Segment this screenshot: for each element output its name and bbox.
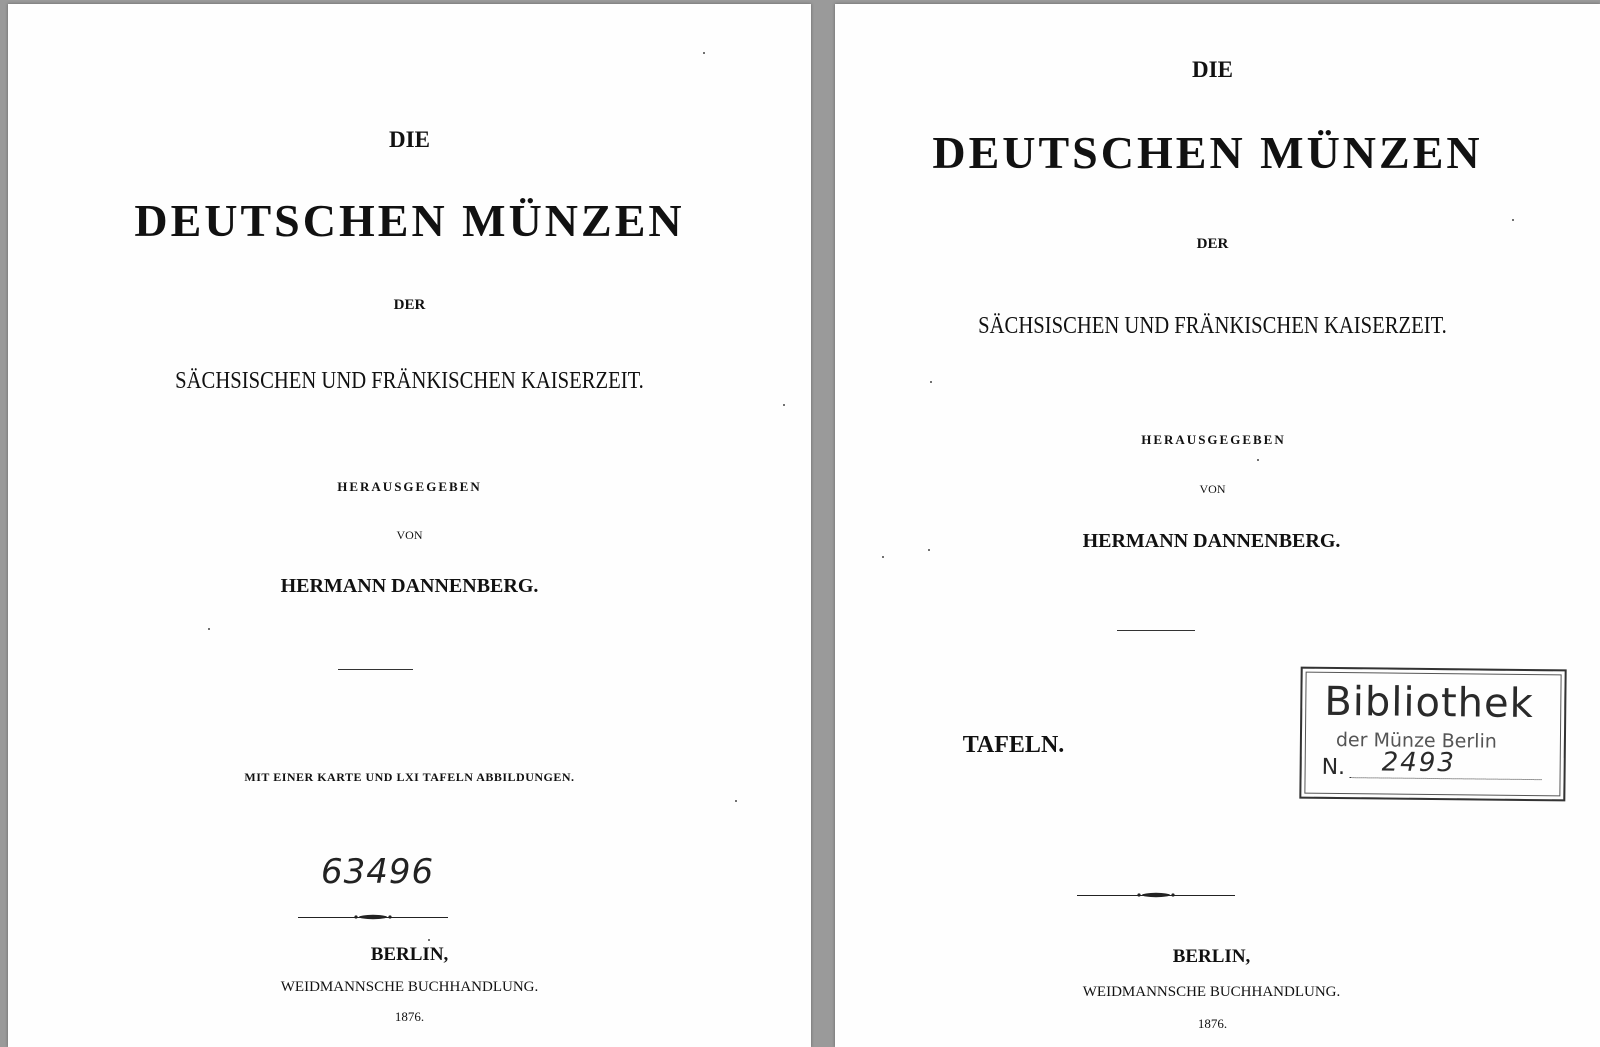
der-label: DER (1196, 236, 1229, 252)
herausgegeben-label: HERAUSGEGEBEN (1141, 432, 1286, 447)
herausgegeben-label: HERAUSGEGEBEN (337, 479, 482, 494)
ornamental-rule (298, 917, 448, 918)
publisher-city: BERLIN, (370, 944, 449, 965)
main-title: DEUTSCHEN MÜNZEN (134, 195, 685, 246)
handwritten-number: 63496 (321, 852, 435, 892)
die-heading: DIE (389, 127, 430, 152)
publication-year: 1876. (394, 1009, 425, 1024)
publication-year: 1876. (1197, 1016, 1228, 1031)
subtitle: SÄCHSISCHEN UND FRÄNKISCHEN KAISERZEIT. (978, 313, 1447, 339)
contents-note: MIT EINER KARTE UND LXI TAFELN ABBILDUNGEN. (244, 770, 575, 784)
stamp-title: Bibliothek (1324, 678, 1535, 728)
volume-label: TAFELN. (962, 732, 1065, 758)
separator-rule (338, 669, 413, 670)
subtitle: SÄCHSISCHEN UND FRÄNKISCHEN KAISERZEIT. (175, 368, 644, 394)
author-name: HERMANN DANNENBERG. (280, 575, 539, 597)
separator-rule (1117, 630, 1195, 631)
publisher-name: WEIDMANNSCHE BUCHHANDLUNG. (280, 979, 539, 995)
library-stamp (1299, 667, 1566, 802)
stamp-number-label: N. (1321, 754, 1346, 781)
publisher-city: BERLIN, (1172, 946, 1251, 967)
right-page (835, 4, 1600, 1047)
stamp-number-value: 2493 (1381, 747, 1457, 779)
ornamental-rule (1077, 895, 1235, 896)
stamp-subtitle: der Münze Berlin (1335, 728, 1497, 753)
die-heading: DIE (1192, 57, 1233, 82)
author-name: HERMANN DANNENBERG. (1082, 530, 1341, 552)
von-label: VON (1199, 482, 1226, 496)
der-label: DER (393, 297, 426, 313)
left-page (8, 4, 811, 1047)
stamp-dotted-line (1350, 777, 1542, 780)
publisher-name: WEIDMANNSCHE BUCHHANDLUNG. (1082, 984, 1341, 1000)
main-title: DEUTSCHEN MÜNZEN (932, 127, 1483, 178)
von-label: VON (396, 528, 423, 542)
